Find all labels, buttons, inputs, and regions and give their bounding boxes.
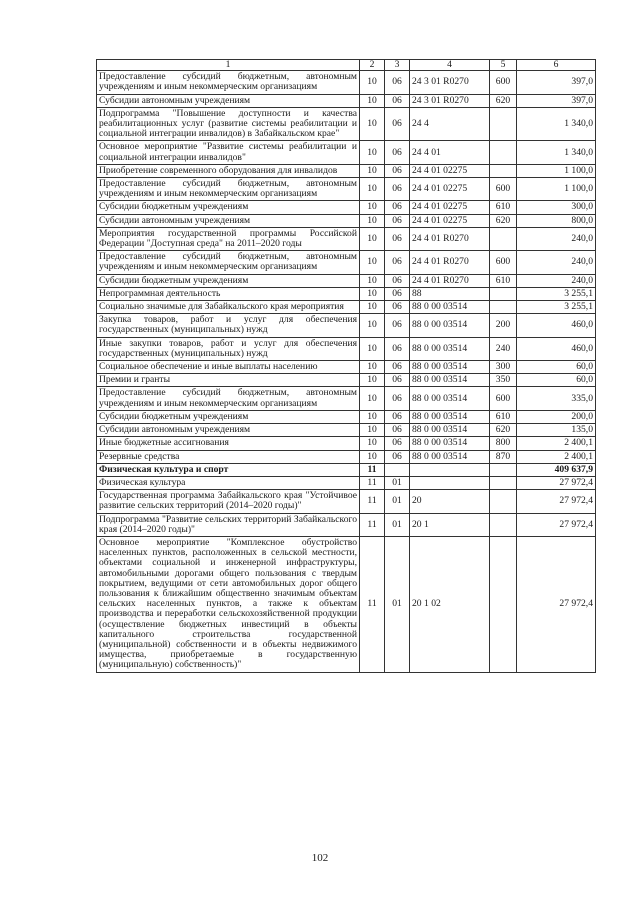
row-sum-cell: 2 400,1 <box>517 450 596 463</box>
row-expense-type-cell <box>490 476 517 489</box>
row-target-article-cell: 24 4 01 <box>410 141 490 164</box>
row-name-cell: Предоставление субсидий бюджетным, автономным учреждениям и иным некоммерческим организациям <box>97 178 360 201</box>
row-section-cell: 10 <box>360 274 385 287</box>
row-section-cell: 11 <box>360 536 385 672</box>
row-target-article-cell: 88 0 00 03514 <box>410 387 490 410</box>
row-section-cell: 10 <box>360 410 385 423</box>
row-target-article-cell: 88 0 00 03514 <box>410 410 490 423</box>
row-expense-type-cell <box>490 513 517 536</box>
table-row <box>97 361 596 374</box>
table-row <box>97 94 596 107</box>
row-section-cell: 11 <box>360 490 385 513</box>
table-row <box>97 178 596 201</box>
row-subsection-cell: 06 <box>385 387 410 410</box>
row-target-article-cell: 88 0 00 03514 <box>410 374 490 387</box>
row-name-cell: Резервные средства <box>97 450 360 463</box>
row-expense-type-cell: 620 <box>490 424 517 437</box>
row-sum-cell: 1 100,0 <box>517 178 596 201</box>
table-row <box>97 490 596 513</box>
row-expense-type-cell: 610 <box>490 410 517 423</box>
row-section-cell: 10 <box>360 71 385 94</box>
row-target-article-cell: 88 0 00 03514 <box>410 437 490 450</box>
table-row <box>97 437 596 450</box>
row-subsection-cell: 06 <box>385 410 410 423</box>
row-name-cell: Предоставление субсидий бюджетным, автономным учреждениям и иным некоммерческим организациям <box>97 251 360 274</box>
row-target-article-cell: 24 3 01 R0270 <box>410 94 490 107</box>
budget-table <box>96 59 596 673</box>
row-section-cell: 10 <box>360 387 385 410</box>
row-sum-cell: 27 972,4 <box>517 536 596 672</box>
row-subsection-cell: 06 <box>385 201 410 214</box>
row-section-cell: 10 <box>360 164 385 177</box>
row-section-cell: 10 <box>360 94 385 107</box>
row-expense-type-cell: 610 <box>490 274 517 287</box>
row-name-cell: Субсидии бюджетным учреждениям <box>97 274 360 287</box>
row-subsection-cell: 06 <box>385 214 410 227</box>
row-section-cell: 10 <box>360 361 385 374</box>
row-name-cell: Непрограммная деятельность <box>97 287 360 300</box>
row-subsection-cell: 06 <box>385 337 410 360</box>
row-subsection-cell: 06 <box>385 374 410 387</box>
header-cell-target-article: 4 <box>410 60 490 71</box>
row-subsection-cell: 06 <box>385 274 410 287</box>
row-name-cell: Приобретение современного оборудования для инвалидов <box>97 164 360 177</box>
row-section-cell: 10 <box>360 314 385 337</box>
row-subsection-cell: 06 <box>385 361 410 374</box>
row-target-article-cell: 24 4 01 R0270 <box>410 227 490 250</box>
row-sum-cell: 397,0 <box>517 71 596 94</box>
row-name-cell: Физическая культура <box>97 476 360 489</box>
row-section-cell: 10 <box>360 178 385 201</box>
row-section-cell: 10 <box>360 287 385 300</box>
row-subsection-cell <box>385 463 410 476</box>
header-cell-sum: 6 <box>517 60 596 71</box>
row-section-cell: 10 <box>360 227 385 250</box>
row-expense-type-cell <box>490 287 517 300</box>
row-expense-type-cell: 200 <box>490 314 517 337</box>
row-target-article-cell: 88 0 00 03514 <box>410 361 490 374</box>
row-section-cell: 11 <box>360 463 385 476</box>
row-sum-cell: 60,0 <box>517 361 596 374</box>
row-section-cell: 10 <box>360 141 385 164</box>
row-sum-cell: 397,0 <box>517 94 596 107</box>
row-target-article-cell: 24 4 01 02275 <box>410 201 490 214</box>
row-section-cell: 10 <box>360 374 385 387</box>
table-row <box>97 387 596 410</box>
row-sum-cell: 460,0 <box>517 314 596 337</box>
row-target-article-cell: 20 1 02 <box>410 536 490 672</box>
table-row <box>97 214 596 227</box>
row-expense-type-cell: 600 <box>490 178 517 201</box>
row-name-cell: Иные закупки товаров, работ и услуг для обеспечения государственных (муниципальных) нужд <box>97 337 360 360</box>
table-row <box>97 141 596 164</box>
table-row <box>97 301 596 314</box>
row-subsection-cell: 06 <box>385 301 410 314</box>
row-name-cell: Социальное обеспечение и иные выплаты населению <box>97 361 360 374</box>
row-subsection-cell: 06 <box>385 107 410 141</box>
row-sum-cell: 27 972,4 <box>517 490 596 513</box>
row-subsection-cell: 06 <box>385 251 410 274</box>
row-name-cell: Предоставление субсидий бюджетным, автономным учреждениям и иным некоммерческим организациям <box>97 71 360 94</box>
row-name-cell: Подпрограмма "Повышение доступности и качества реабилитационных услуг (развитие системы реабилитации и социальной интеграции инвалидов) в Забайкальском крае" <box>97 107 360 141</box>
row-sum-cell: 3 255,1 <box>517 301 596 314</box>
row-target-article-cell: 88 0 00 03514 <box>410 301 490 314</box>
row-name-cell: Мероприятия государственной программы Российской Федерации "Доступная среда" на 2011–2020 годы <box>97 227 360 250</box>
row-subsection-cell: 06 <box>385 71 410 94</box>
row-sum-cell: 335,0 <box>517 387 596 410</box>
row-name-cell: Основное мероприятие "Развитие системы реабилитации и социальной интеграции инвалидов" <box>97 141 360 164</box>
row-expense-type-cell: 620 <box>490 94 517 107</box>
row-expense-type-cell: 600 <box>490 387 517 410</box>
row-target-article-cell: 88 0 00 03514 <box>410 424 490 437</box>
row-sum-cell: 1 100,0 <box>517 164 596 177</box>
row-section-cell: 11 <box>360 476 385 489</box>
row-target-article-cell: 88 <box>410 287 490 300</box>
row-target-article-cell: 24 4 01 02275 <box>410 214 490 227</box>
row-name-cell: Субсидии автономным учреждениям <box>97 214 360 227</box>
table-row <box>97 374 596 387</box>
row-section-cell: 10 <box>360 424 385 437</box>
row-subsection-cell: 06 <box>385 227 410 250</box>
row-target-article-cell <box>410 476 490 489</box>
row-name-cell: Подпрограмма "Развитие сельских территорий Забайкальского края (2014–2020 годы)" <box>97 513 360 536</box>
row-target-article-cell: 24 3 01 R0270 <box>410 71 490 94</box>
row-target-article-cell: 24 4 01 R0270 <box>410 251 490 274</box>
row-name-cell: Социально значимые для Забайкальского края мероприятия <box>97 301 360 314</box>
row-expense-type-cell <box>490 141 517 164</box>
row-sum-cell: 3 255,1 <box>517 287 596 300</box>
row-section-cell: 10 <box>360 201 385 214</box>
row-target-article-cell <box>410 463 490 476</box>
row-expense-type-cell <box>490 107 517 141</box>
row-sum-cell: 2 400,1 <box>517 437 596 450</box>
table-row <box>97 201 596 214</box>
row-name-cell: Субсидии автономным учреждениям <box>97 424 360 437</box>
row-sum-cell: 1 340,0 <box>517 107 596 141</box>
row-expense-type-cell: 610 <box>490 201 517 214</box>
row-expense-type-cell <box>490 536 517 672</box>
row-expense-type-cell: 600 <box>490 71 517 94</box>
row-section-cell: 10 <box>360 337 385 360</box>
row-name-cell: Основное мероприятие "Комплексное обустройство населенных пунктов, расположенных в сельской местности, объектами социальной и инженерной инфраструктуры, автомобильными дорогами общего пользования с твердым покрытием, ведущими от сети автомобильных дорог общего пользования к ближайшим общественно значимым объектам сельских населенных пунктов, а также к объектам производства и переработки сельскохозяйственной продукции (осуществление бюджетных инвестиций в объекты капитального строительства государственной (муниципальной) собственности и в объекты недвижимого имущества, приобретаемые в государственную (муниципальную) собственность)" <box>97 536 360 672</box>
row-name-cell: Премии и гранты <box>97 374 360 387</box>
row-name-cell: Закупка товаров, работ и услуг для обеспечения государственных (муниципальных) нужд <box>97 314 360 337</box>
row-target-article-cell: 88 0 00 03514 <box>410 450 490 463</box>
header-cell-subsection: 3 <box>385 60 410 71</box>
table-row <box>97 410 596 423</box>
row-section-cell: 10 <box>360 214 385 227</box>
row-subsection-cell: 01 <box>385 536 410 672</box>
table-row <box>97 450 596 463</box>
row-expense-type-cell <box>490 490 517 513</box>
row-name-cell: Иные бюджетные ассигнования <box>97 437 360 450</box>
page-number: 102 <box>311 852 329 864</box>
header-cell-section: 2 <box>360 60 385 71</box>
row-expense-type-cell: 300 <box>490 361 517 374</box>
row-sum-cell: 27 972,4 <box>517 476 596 489</box>
row-name-cell: Субсидии автономным учреждениям <box>97 94 360 107</box>
header-cell-name: 1 <box>97 60 360 71</box>
row-target-article-cell: 24 4 01 02275 <box>410 164 490 177</box>
table-row <box>97 71 596 94</box>
row-section-cell: 10 <box>360 437 385 450</box>
row-expense-type-cell: 870 <box>490 450 517 463</box>
row-name-cell: Физическая культура и спорт <box>97 463 360 476</box>
table-row <box>97 107 596 141</box>
row-expense-type-cell <box>490 164 517 177</box>
row-expense-type-cell: 350 <box>490 374 517 387</box>
row-subsection-cell: 06 <box>385 94 410 107</box>
row-expense-type-cell <box>490 463 517 476</box>
header-row <box>97 60 596 71</box>
table-row <box>97 536 596 672</box>
table-row <box>97 513 596 536</box>
table-row <box>97 424 596 437</box>
table-row <box>97 274 596 287</box>
row-sum-cell: 800,0 <box>517 214 596 227</box>
row-expense-type-cell: 620 <box>490 214 517 227</box>
table-row <box>97 227 596 250</box>
row-expense-type-cell: 800 <box>490 437 517 450</box>
row-expense-type-cell: 240 <box>490 337 517 360</box>
table-row <box>97 164 596 177</box>
row-expense-type-cell: 600 <box>490 251 517 274</box>
row-sum-cell: 240,0 <box>517 251 596 274</box>
row-expense-type-cell <box>490 301 517 314</box>
row-subsection-cell: 06 <box>385 450 410 463</box>
table-row <box>97 476 596 489</box>
row-subsection-cell: 01 <box>385 476 410 489</box>
row-subsection-cell: 06 <box>385 424 410 437</box>
row-target-article-cell: 24 4 01 02275 <box>410 178 490 201</box>
header-cell-expense-type: 5 <box>490 60 517 71</box>
row-target-article-cell: 88 0 00 03514 <box>410 337 490 360</box>
table-row <box>97 337 596 360</box>
row-target-article-cell: 20 <box>410 490 490 513</box>
row-sum-cell: 240,0 <box>517 274 596 287</box>
table-row <box>97 463 596 476</box>
row-subsection-cell: 01 <box>385 490 410 513</box>
row-subsection-cell: 06 <box>385 314 410 337</box>
table-body <box>97 71 596 672</box>
table-row <box>97 287 596 300</box>
row-section-cell: 11 <box>360 513 385 536</box>
row-target-article-cell: 20 1 <box>410 513 490 536</box>
row-section-cell: 10 <box>360 251 385 274</box>
row-name-cell: Государственная программа Забайкальского края "Устойчивое развитие сельских территорий (2014–2020 годы)" <box>97 490 360 513</box>
row-target-article-cell: 88 0 00 03514 <box>410 314 490 337</box>
row-target-article-cell: 24 4 01 R0270 <box>410 274 490 287</box>
row-sum-cell: 460,0 <box>517 337 596 360</box>
row-sum-cell: 135,0 <box>517 424 596 437</box>
row-expense-type-cell <box>490 227 517 250</box>
row-subsection-cell: 06 <box>385 141 410 164</box>
row-sum-cell: 27 972,4 <box>517 513 596 536</box>
row-section-cell: 10 <box>360 450 385 463</box>
row-name-cell: Субсидии бюджетным учреждениям <box>97 201 360 214</box>
row-section-cell: 10 <box>360 301 385 314</box>
row-subsection-cell: 06 <box>385 437 410 450</box>
row-subsection-cell: 06 <box>385 178 410 201</box>
row-section-cell: 10 <box>360 107 385 141</box>
row-name-cell: Предоставление субсидий бюджетным, автономным учреждениям и иным некоммерческим организациям <box>97 387 360 410</box>
row-subsection-cell: 06 <box>385 164 410 177</box>
table-row <box>97 251 596 274</box>
row-sum-cell: 60,0 <box>517 374 596 387</box>
row-subsection-cell: 06 <box>385 287 410 300</box>
row-target-article-cell: 24 4 <box>410 107 490 141</box>
row-sum-cell: 300,0 <box>517 201 596 214</box>
row-sum-cell: 409 637,9 <box>517 463 596 476</box>
row-subsection-cell: 01 <box>385 513 410 536</box>
row-sum-cell: 1 340,0 <box>517 141 596 164</box>
table-row <box>97 314 596 337</box>
row-name-cell: Субсидии бюджетным учреждениям <box>97 410 360 423</box>
row-sum-cell: 200,0 <box>517 410 596 423</box>
row-sum-cell: 240,0 <box>517 227 596 250</box>
